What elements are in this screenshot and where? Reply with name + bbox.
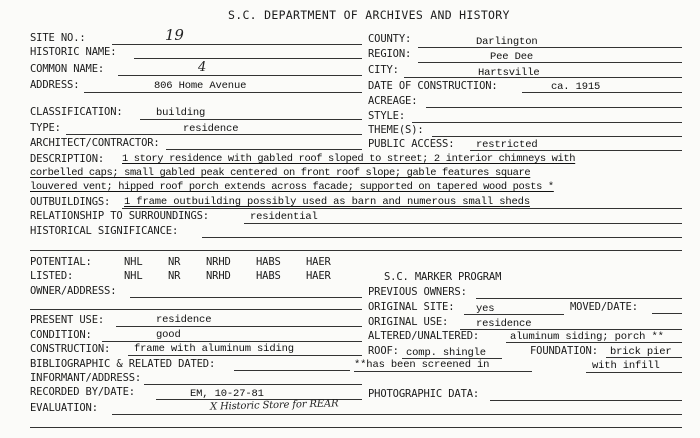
listed-nhl: NHL [124,270,143,282]
acreage-label: ACREAGE: [368,95,418,107]
common-name-value: 4 [198,60,207,75]
roof-label: ROOF: [368,345,399,357]
county-line [418,47,682,48]
site-no-line [112,44,362,45]
owner-address-line-1 [130,297,362,298]
historic-name-line [134,58,362,59]
previous-owners-label: PREVIOUS OWNERS: [368,286,467,298]
moved-date-label: MOVED/DATE: [570,301,638,313]
screened-line [354,371,532,372]
construction-label: CONSTRUCTION: [30,343,111,355]
original-use-label: ORIGINAL USE: [368,316,449,328]
form-title: S.C. DEPARTMENT OF ARCHIVES AND HISTORY [228,8,510,22]
previous-owners-line [476,298,682,299]
description-line-1: 1 story residence with gabled roof sloped to street; 2 interior chimneys with [122,153,576,165]
altered-line [506,342,682,343]
site-no-label: SITE NO.: [30,32,86,44]
outbuildings-line [122,208,682,209]
city-value: Hartsville [478,67,540,79]
county-value: Darlington [476,36,538,48]
type-value: residence [183,123,239,135]
region-label: REGION: [368,48,412,60]
potential-habs: HABS [256,256,281,268]
condition-line [102,341,362,342]
significance-label: HISTORICAL SIGNIFICANCE: [30,225,179,237]
date-value: ca. 1915 [551,81,601,93]
present-use-label: PRESENT USE: [30,314,105,326]
listed-label: LISTED: [30,270,74,282]
roof-value: comp. shingle [406,347,486,359]
description-label: DESCRIPTION: [30,153,105,165]
public-access-label: PUBLIC ACCESS: [368,138,455,150]
historic-name-label: HISTORIC NAME: [30,46,117,58]
construction-value: frame with aluminum siding [134,343,294,355]
foundation-line-2 [586,372,682,373]
recorded-label: RECORDED BY/DATE: [30,386,135,398]
outbuildings-label: OUTBUILDINGS: [30,196,111,208]
type-line [66,134,362,135]
potential-nr: NR [168,256,181,268]
themes-line [432,136,682,137]
common-name-line [118,75,362,76]
listed-haer: HAER [306,270,331,282]
listed-nr: NR [168,270,181,282]
informant-label: INFORMANT/ADDRESS: [30,372,142,384]
present-use-value: residence [156,314,212,326]
altered-value: aluminum siding; porch ** [510,331,664,343]
relationship-value: residential [250,211,318,223]
acreage-line [426,107,682,108]
classification-line [140,119,362,120]
style-label: STYLE: [368,110,406,122]
public-access-value: restricted [476,139,538,151]
architect-line [166,149,362,150]
marker-program-title: S.C. MARKER PROGRAM [384,271,502,283]
original-use-value: residence [476,318,532,330]
screened-note: **has been screened in [354,359,490,371]
description-line-2: corbelled caps; small gabled peak centered on front roof slope; gable features square [30,167,531,179]
common-name-label: COMMON NAME: [30,63,105,75]
county-label: COUNTY: [368,33,412,45]
foundation-label: FOUNDATION: [530,345,598,357]
listed-habs: HABS [256,270,281,282]
potential-haer: HAER [306,256,331,268]
style-line [412,122,682,123]
photographic-line [490,400,682,401]
recorded-value: EM, 10-27-81 [190,388,264,400]
relationship-line [244,223,682,224]
city-label: CITY: [368,64,399,76]
site-no-value: 19 [165,26,184,44]
informant-line [144,384,362,385]
classification-label: CLASSIFICATION: [30,106,123,118]
potential-label: POTENTIAL: [30,256,92,268]
description-line-3: louvered vent; hipped roof porch extends across facade; supported on tapered wood posts * [30,181,554,193]
evaluation-value: X Historic Store for REAR [209,398,339,413]
evaluation-line [112,414,682,415]
foundation-line [606,357,682,358]
original-use-line [460,329,682,330]
city-line [404,77,682,78]
public-access-line [470,150,682,151]
original-site-value: yes [476,303,495,315]
foundation-value: brick pier [610,346,672,358]
address-value: 806 Home Avenue [154,80,247,92]
region-value: Pee Dee [490,51,534,63]
address-line [84,92,362,93]
foundation-value-2: with infill [592,360,660,372]
classification-value: building [156,107,206,119]
significance-line-1 [202,237,682,238]
relationship-label: RELATIONSHIP TO SURROUNDINGS: [30,210,209,222]
moved-date-line [652,313,682,314]
address-label: ADDRESS: [30,79,80,91]
significance-line-2 [30,250,682,251]
owner-address-line-2 [30,309,362,310]
photographic-label: PHOTOGRAPHIC DATA: [368,388,480,400]
outbuildings-value: 1 frame outbuilding possibly used as barn and numerous small sheds [124,196,530,208]
evaluation-line-2 [30,427,682,428]
date-label: DATE OF CONSTRUCTION: [368,80,498,92]
condition-label: CONDITION: [30,329,92,341]
condition-value: good [156,329,181,341]
bibliographic-label: BIBLIOGRAPHIC & RELATED DATED: [30,358,216,370]
original-site-label: ORIGINAL SITE: [368,301,455,313]
type-label: TYPE: [30,122,61,134]
original-site-line [464,314,564,315]
themes-label: THEME(S): [368,124,424,136]
altered-label: ALTERED/UNALTERED: [368,330,480,342]
potential-nrhd: NRHD [206,256,231,268]
potential-nhl: NHL [124,256,143,268]
present-use-line [116,326,362,327]
bibliographic-line [234,370,350,371]
listed-nrhd: NRHD [206,270,231,282]
architect-label: ARCHITECT/CONTRACTOR: [30,137,160,149]
region-line [418,62,682,63]
construction-line [128,355,362,356]
owner-address-label: OWNER/ADDRESS: [30,285,117,297]
date-line [522,92,682,93]
evaluation-label: EVALUATION: [30,402,98,414]
